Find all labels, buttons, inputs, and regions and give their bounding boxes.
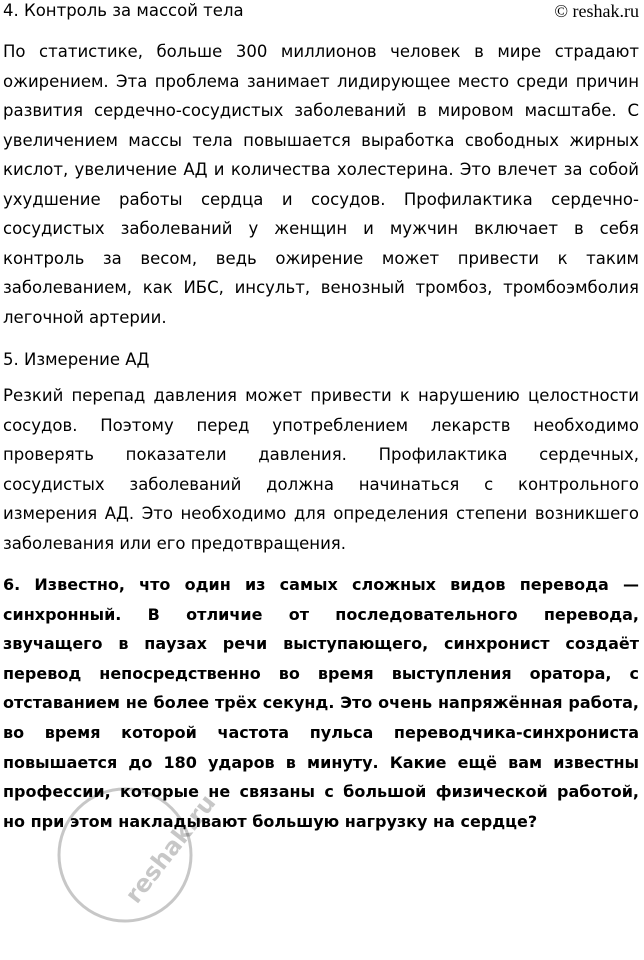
site-credit: © reshak.ru bbox=[554, 1, 639, 21]
watermark-text: reshak.ru bbox=[119, 789, 222, 909]
section-5-paragraph: Резкий перепад давления может привести к нарушению целостности сосудов. Поэтому перед употреблением лекарств необходимо проверять показатели давления. Профилактика сердечных, сосудистых заболеваний должна начинаться с контрольного измерения АД. Это необходимо для определения степени возникшего заболевания или его предотвращения. bbox=[3, 386, 639, 553]
section-4-paragraph: По статистике, больше 300 миллионов человек в мире страдают ожирением. Эта проблема занимает лидирующее место среди причин развития сердечно-сосудистых заболеваний в мировом масштабе. С увеличением массы тела повышается выработка свободных жирных кислот, увеличение АД и количества холестерина. Это влечет за собой ухудшение работы сердца и сосудов. Профилактика сердечно-сосудистых заболеваний у женщин и мужчин включает в себя контроль за весом, ведь ожирение может привести к таким заболеванием, как ИБС, инсульт, венозный тромбоз, тромбоэмболия легочной артерии. bbox=[3, 42, 639, 327]
top-line bbox=[3, 0, 639, 30]
question-6-paragraph: 6. Известно, что один из самых сложных видов перевода — синхронный. В отличие от последовательного перевода, звучащего в паузах речи выступающего, синхронист создаёт перевод непосредственно во время выступления оратора, с отставанием не более трёх секунд. Это очень напряжённая работа, во время которой частота пульса переводчика-синхрониста повышается до 180 ударов в минуту. Какие ещё вам известны профессии, которые не связаны с большой физической работой, но при этом накладывают большую нагрузку на сердце? bbox=[3, 575, 639, 831]
section-5-heading-block bbox=[3, 338, 639, 382]
section-5-heading: 5. Измерение АД bbox=[3, 350, 150, 369]
page bbox=[3, 0, 639, 836]
section-4-heading: 4. Контроль за массой тела bbox=[3, 1, 244, 20]
